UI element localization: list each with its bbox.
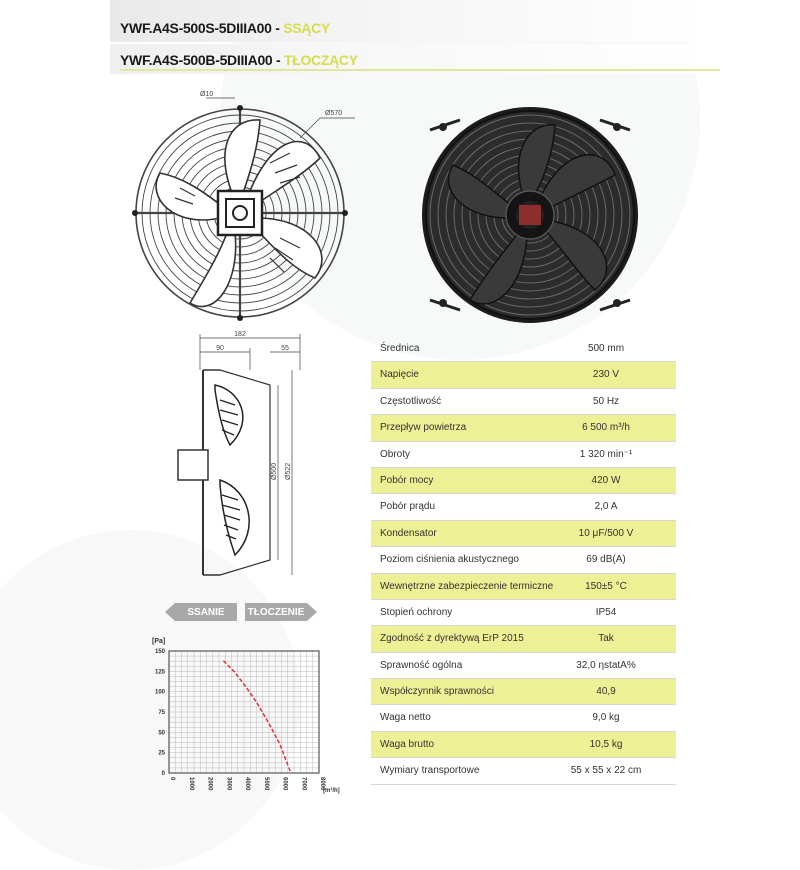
chart-y-label: [Pa] [152, 638, 166, 645]
spec-label: Waga netto [380, 712, 431, 724]
side-view-drawing [160, 330, 310, 600]
performance-chart [140, 635, 355, 800]
y-tick-label: 150 [154, 649, 165, 655]
title-line-1 [120, 20, 330, 36]
type-discharge: TŁOCZĄCY [283, 52, 358, 68]
spec-value: 500 mm [587, 343, 625, 354]
spec-label: Średnica [380, 343, 420, 354]
spec-row [371, 362, 676, 388]
front-view-drawing [120, 78, 370, 338]
spec-row [371, 653, 676, 679]
spec-value: Tak [598, 633, 614, 645]
spec-label: Wymiary transportowe [380, 765, 480, 777]
x-tick-label: 1000 [187, 777, 194, 791]
x-tick-label: 8000 [319, 777, 325, 791]
spec-label: Współczynnik sprawności [380, 686, 494, 698]
y-tick-label: 125 [154, 669, 165, 676]
spec-value: 50 Hz [592, 395, 620, 407]
spec-row [371, 758, 676, 784]
spec-row [371, 547, 676, 573]
spec-row [371, 442, 676, 468]
spec-table [371, 336, 676, 785]
x-tick-label: 4000 [244, 777, 250, 791]
spec-row [371, 574, 676, 600]
spec-value: 55 x 55 x 22 cm [570, 765, 642, 777]
y-tick-label: 25 [158, 750, 165, 757]
spec-row [371, 626, 676, 652]
x-tick-label: 0 [169, 777, 175, 781]
dim-right-label: 55 [281, 345, 289, 352]
spec-value: 10 μF/500 V [578, 527, 634, 539]
y-tick-label: 0 [161, 771, 165, 777]
spec-value: 420 W [591, 474, 621, 486]
fan-photo [415, 100, 645, 330]
dim-depth-label: 182 [234, 331, 246, 338]
dim-blade-label: Ø500 [271, 462, 278, 480]
spec-value: 150±5 °C [585, 580, 627, 592]
discharge-label: TŁOCZENIE [247, 606, 305, 618]
x-tick-label: 5000 [262, 777, 269, 791]
spec-value: 9,0 kg [592, 712, 620, 724]
spec-label: Częstotliwość [380, 395, 442, 407]
title-line-2 [120, 52, 358, 68]
spec-label: Sprawność ogólna [380, 659, 463, 671]
spec-label: Waga brutto [380, 738, 435, 750]
type-suction: SSĄCY [283, 20, 330, 36]
spec-label: Pobór mocy [380, 474, 434, 486]
model-code-discharge: YWF.A4S-500B-5DIIIA00 - [120, 52, 284, 68]
spec-row [371, 415, 676, 441]
dim-guard-label: Ø522 [285, 462, 292, 480]
dim-left-label: 90 [216, 345, 224, 352]
spec-label: Przepływ powietrza [380, 422, 467, 434]
model-code-suction: YWF.A4S-500S-5DIIIA00 - [120, 20, 284, 36]
header-rule [120, 69, 720, 71]
spec-label: Napięcie [380, 369, 419, 381]
spec-row [371, 705, 676, 731]
y-tick-label: 50 [158, 730, 165, 737]
x-tick-label: 6000 [281, 777, 288, 791]
spec-value: 10,5 kg [589, 738, 623, 750]
spec-label: Kondensator [380, 527, 437, 539]
spec-value: 1 320 min⁻¹ [579, 448, 633, 460]
spec-row [371, 389, 676, 415]
suction-label: SSANIE [187, 606, 225, 618]
spec-value: 230 V [592, 369, 620, 381]
spec-label: Wewnętrzne zabezpieczenie termiczne [380, 580, 554, 592]
spec-row [371, 494, 676, 520]
spec-value: 6 500 m³/h [582, 422, 630, 434]
x-tick-label: 3000 [225, 777, 232, 791]
chart-x-label: [m³/h] [323, 788, 340, 794]
y-tick-label: 100 [154, 689, 165, 696]
spec-value: 32,0 ηstatA% [576, 659, 636, 671]
dim-hole-label: Ø10 [200, 91, 214, 98]
spec-label: Pobór prądu [380, 501, 436, 513]
spec-label: Poziom ciśnienia akustycznego [380, 554, 519, 566]
spec-value: 40,9 [596, 686, 616, 698]
spec-row [371, 336, 676, 362]
spec-row [371, 679, 676, 705]
y-tick-label: 75 [158, 710, 165, 716]
spec-row [371, 468, 676, 494]
dim-outer-label: Ø570 [325, 110, 343, 117]
x-tick-label: 7000 [300, 777, 307, 791]
spec-label: Zgodność z dyrektywą ErP 2015 [380, 633, 524, 645]
spec-value: IP54 [595, 606, 617, 618]
spec-label: Obroty [380, 448, 411, 460]
x-tick-label: 2000 [206, 777, 213, 791]
spec-row [371, 732, 676, 758]
spec-row [371, 521, 676, 547]
spec-row [371, 600, 676, 626]
spec-label: Stopień ochrony [380, 606, 453, 618]
spec-value: 2,0 A [594, 501, 618, 513]
spec-value: 69 dB(A) [586, 554, 626, 566]
